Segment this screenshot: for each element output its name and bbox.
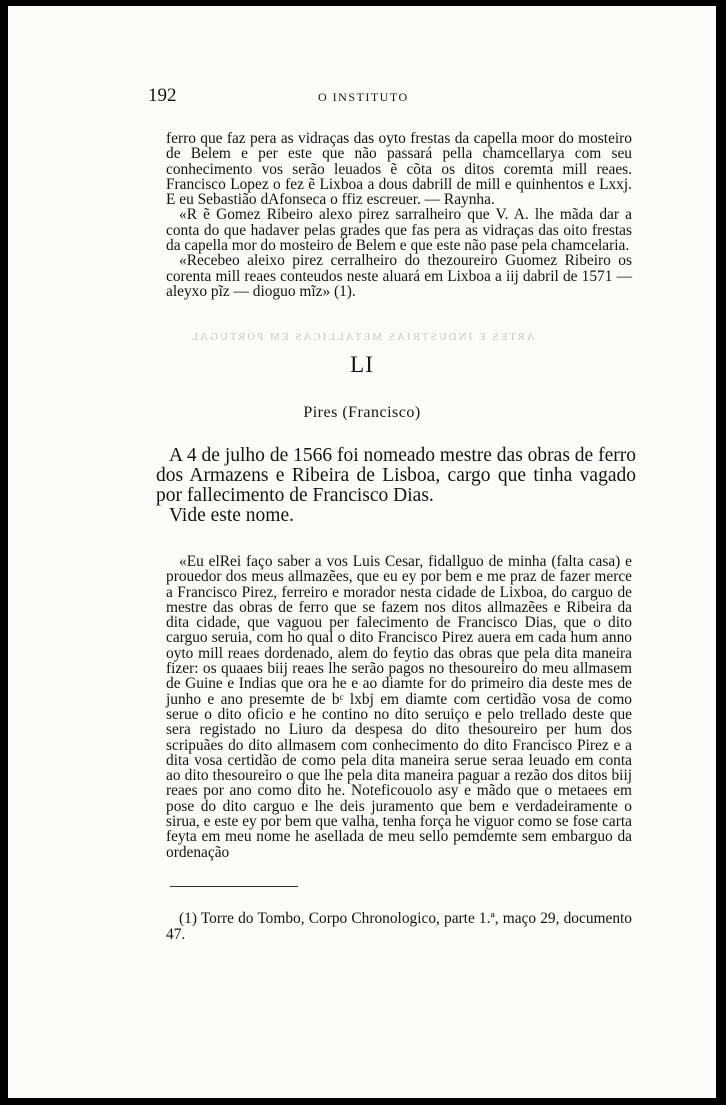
top-text-block (166, 131, 632, 299)
page-number: 192 (148, 85, 177, 106)
chapter-subject: Pires (Francisco) (303, 404, 421, 421)
footnote-divider (170, 886, 298, 887)
footnote-text: (1) Torre do Tombo, Corpo Chronologico, parte 1.ª, maço 29, documento 47. (166, 910, 632, 943)
chapter-number: LI (350, 352, 374, 377)
top-paragraph: ferro que faz pera as vidraças das oyto frestas da capella moor do mosteiro de Belem e per este que não passará pella chamcellarya com seu conhecimento vos serão leuados ẽ cõta os ditos coremta mill reaes. Francisco Lopez o fez ẽ Lixboa a dous dabrill de mill e quinhentos e Lxxj. E eu Sebastião dAfonseca o ffiz escreuer. — Raynha. (166, 130, 632, 209)
page-header (148, 85, 618, 109)
top-paragraph: «R ẽ Gomez Ribeiro alexo pirez sarralheiro que V. A. lhe mãda dar a conta do que hadaver pelas grades que fas pera as vidraças das oito frestas da capella mor do mosteiro de Belem e que este não pase pela chamcelaria. (166, 206, 632, 255)
lead-paragraph: Vide este nome. (169, 505, 294, 526)
body-text-block (166, 554, 632, 860)
show-through-text: ARTES E INDUSTRIAS METALLICAS EM PORTUGAL (189, 331, 535, 343)
lead-text-block (156, 446, 636, 526)
lead-paragraph: A 4 de julho de 1566 foi nomeado mestre das obras de ferro dos Armazens e Ribeira de Lisboa, cargo que tinha vagado por fallecimento de Francisco Dias. (156, 445, 636, 506)
body-paragraph: «Eu elRei faço saber a vos Luis Cesar, fidallguo de minha (falta casa) e prouedor dos meus allmazẽes, que eu ey por bem e me praz de fazer merce a Francisco Pirez, ferreiro e morador nesta cidade de Lixboa, do carguo de mestre das obras de ferro que se fazem nos ditos allmazẽes e Ribeira da dita cidade, que vaguou per falecimento de Francisco Dias, que o dito carguo seruia, com ho qual o dito Francisco Pirez auera em cada hum anno oyto mill reaes dordenado, alem do feytio das obras que pela dita maneira fizer: os quaaes biij reaes lhe serão pagos no thesoureiro do meu allmasem de Guine e Indias que ora he e ao diamte for do primeiro dia deste mes de junho e ano presemte de bᶜ lxbj em diamte com certidão vosa de como serue o dito oficio e he contino no dito seruiço e pelo trellado deste que sera registado no Liuro da despesa do dito thesoureiro per hum dos scripuães do dito allmasem com conhecimento do dito Francisco Pirez e a dita vosa certidão de como pela dita maneira serue seraa leuado em conta ao dito thesoureiro o que lhe pela dita maneira paguar a rezão dos ditos biij reaes por ano como dito he. Noteficouolo asy e mãdo que o metaees em pose do dito carguo e lhe deis juramento que bem e verdadeiramente o sirua, e este ey por bem que valha, tenha força he viguor como se fose carta feyta em meu nome he asellada de meu sello pemdemte sem embarguo da ordenação (166, 553, 632, 861)
book-page (8, 6, 716, 1098)
running-title: O INSTITUTO (318, 90, 409, 104)
footnote-block (166, 911, 632, 943)
top-paragraph: «Recebeo aleixo pirez cerralheiro do thezoureiro Guomez Ribeiro os corenta mill reaes conteudos neste aluará em Lixboa a iij dabril de 1571 — aleyxo pĩz — dioguo mĩz» (1). (166, 252, 632, 300)
